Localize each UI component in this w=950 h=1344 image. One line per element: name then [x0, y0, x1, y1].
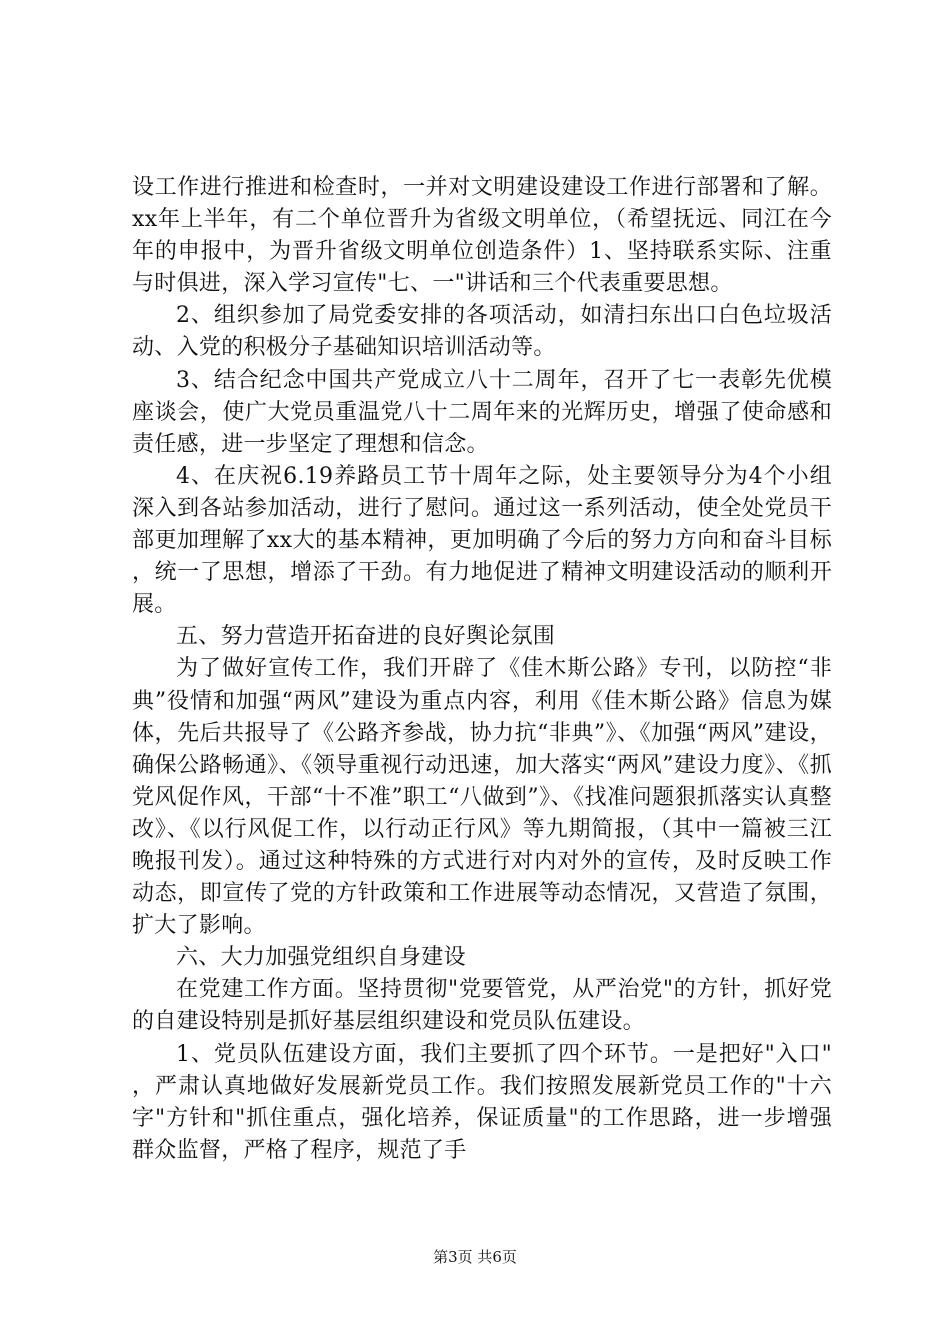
section-heading-5: 五、努力营造开拓奋进的良好舆论氛围	[176, 624, 556, 650]
paragraph-6: 为了做好宣传工作，我们开辟了《佳木斯公路》专刊，以防控“非典”役情和加强“两风”建设为重点内容，利用《佳木斯公路》信息为媒体，先后共报导了《公路齐参战，协力抗“非典”》、《加强“两风”建设，确保公路畅通》、《领导重视行动迅速，加大落实“两风”建设力度》、《抓党风促作风，干部“十不准”职工“八做到”》、《找准问题狠抓落实认真整改》、《以行风促工作，以行动正行风》等九期简报，（其中一篇被三江晚报刊发）。通过这种特殊的方式进行对内对外的宣传，及时反映工作动态，即宣传了党的方针政策和工作进展等动态情况，又营造了氛围，扩大了影响。	[132, 656, 832, 939]
section-heading-6: 六、大力加强党组织自身建设	[176, 945, 466, 971]
paragraph-3: 3、结合纪念中国共产党成立八十二周年，召开了七一表彰先优模座谈会，使广大党员重温党八十二周年来的光辉历史，增强了使命感和责任感，进一步坚定了理想和信念。	[132, 367, 832, 457]
paragraph-4: 4、在庆祝6.19养路员工节十周年之际，处主要领导分为4个小组深入到各站参加活动，进行了慰问。通过这一系列活动，使全处党员干部更加理解了xx大的基本精神，更加明确了今后的努力方向和奋斗目标，统一了思想，增添了干劲。有力地促进了精神文明建设活动的顺利开展。	[132, 463, 832, 618]
document-body	[132, 172, 832, 1167]
paragraph-1: 设工作进行推进和检查时，一并对文明建设建设工作进行部署和了解。xx年上半年，有二个单位晋升为省级文明单位，（希望抚远、同江在今年的申报中，为晋升省级文明单位创造条件）1、坚持联系实际、注重与时俱进，深入学习宣传"七、一"讲话和三个代表重要思想。	[132, 175, 832, 297]
paragraph-2: 2、组织参加了局党委安排的各项活动，如清扫东出口白色垃圾活动、入党的积极分子基础知识培训活动等。	[132, 303, 832, 361]
paragraph-8: 在党建工作方面。坚持贯彻"党要管党，从严治党"的方针，抓好党的自建设特别是抓好基层组织建设和党员队伍建设。	[132, 977, 832, 1035]
page-footer: 第3页 共6页	[433, 1248, 517, 1266]
paragraph-9: 1、党员队伍建设方面，我们主要抓了四个环节。一是把好"入口"，严肃认真地做好发展新党员工作。我们按照发展新党员工作的"十六字"方针和"抓住重点，强化培养，保证质量"的工作思路，进一步增强群众监督，严格了程序，规范了手	[132, 1041, 832, 1163]
